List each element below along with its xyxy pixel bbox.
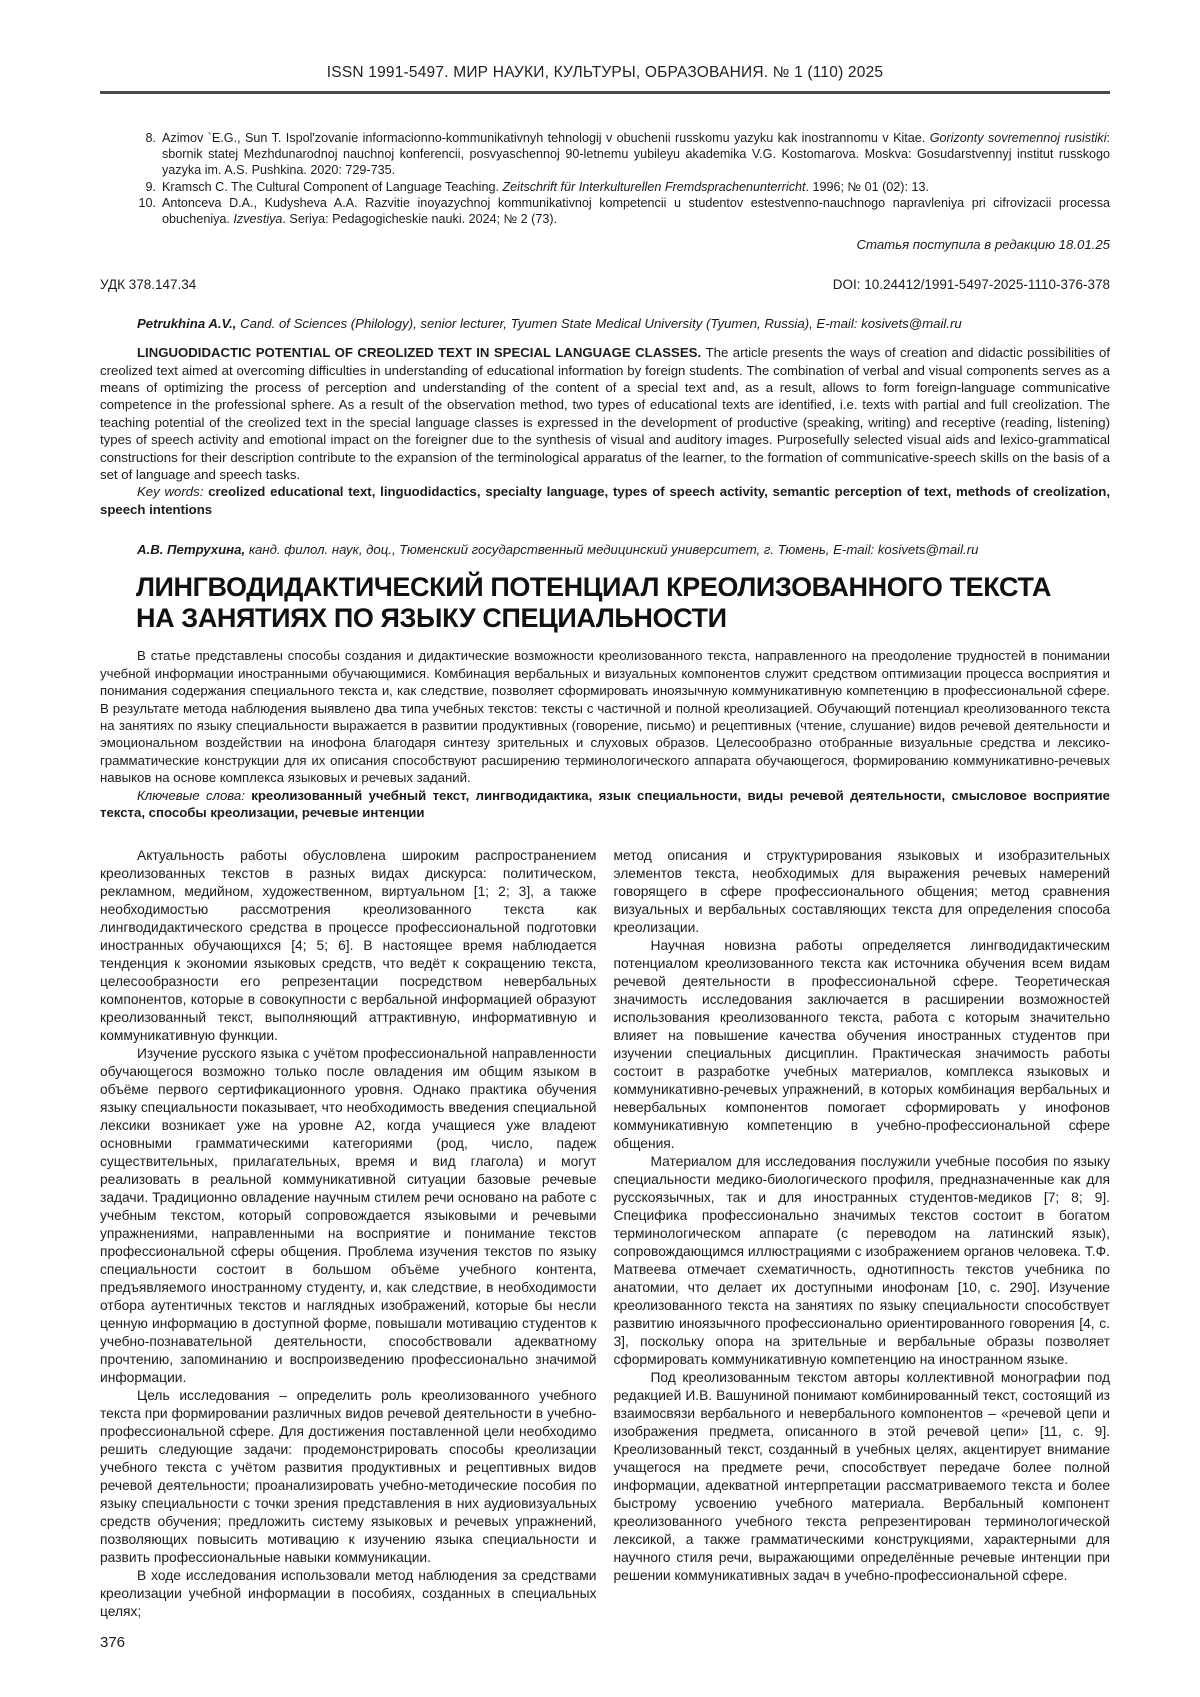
body-column-right (614, 847, 1111, 1621)
body-paragraph: Научная новизна работы определяется лингводидактическим потенциалом креолизованного текста как источника обучения всем видам речевой деятельности в профессиональной сфере. Теоретическая значимость исследования заключается в расширении возможностей использования креолизованного текста, работа с которым значительно влияет на повышение качества обучения иностранных студентов при изучении специальных дисциплин. Практическая значимость работы состоит в разработке учебных материалов, комплекса языковых и коммуникативно-речевых упражнений, в которых комбинация вербальных и невербальных компонентов помогает сформировать у инофонов коммуникативную компетенцию в учебно-профессиональной сфере общения. (613, 938, 1110, 1152)
body-paragraph: В ходе исследования использовали метод наблюдения за средствами креолизации учебной информации в пособиях, созданных в специальных целях; (100, 1568, 597, 1620)
body-paragraph: Цель исследования – определить роль креолизованного учебного текста при формировании различных видов речевой деятельности в учебно-профессиональной сфере. Для достижения поставленной цели необходимо решить следующие задачи: продемонстрировать способы креолизации учебного текста с учётом развития продуктивных и рецептивных видов речевой деятельности; проанализировать учебно-методические пособия по языку специальности с точки зрения представления в них аудиовизуальных средств обучения; предложить систему языковых и речевых упражнений, позволяющих повысить мотивацию к изучению языка специальности и развить профессиональные навыки коммуникации. (100, 1388, 597, 1566)
reference-main-text: Azimov `E.G., Sun T. Ispol'zovanie informacionno-kommunikativnyh tehnologij v obuchenii russkomu yazyku kak inostrannomu v Kitae. (162, 131, 930, 145)
author-affiliation-ru: канд. филол. наук, доц., Тюменский государственный медицинский университет, г. Тюмень, E-mail: kosivets@mail.ru (248, 542, 979, 558)
doi-code: DOI: 10.24412/1991-5497-2025-1110-376-378 (832, 277, 1110, 293)
abstract-en-block (100, 344, 1110, 518)
abstract-ru-block (100, 647, 1110, 821)
keywords-en-label: Key words: (137, 484, 209, 500)
header-divider (100, 91, 1110, 94)
article-title-ru (136, 572, 1110, 634)
reference-text (162, 179, 1110, 195)
author-name-ru: А.В. Петрухина, (137, 542, 249, 558)
author-affiliation-en: Cand. of Sciences (Philology), senior lecturer, Tyumen State Medical University (Tyumen, Russia), E-mail: kosivets@mail.ru (240, 316, 962, 332)
keywords-ru-paragraph (100, 787, 1110, 822)
reference-text (162, 195, 1110, 227)
body-column-left (100, 847, 597, 1621)
reference-text (162, 130, 1110, 179)
abstract-en-text: The article presents the ways of creation and didactic possibilities of creolized text aimed at overcoming difficulties in understanding of educational information by foreign students. The combination of verbal and visual components serves as a means of optimizing the process of perception and understanding of the content of a special text and, as a result, allows to form foreign-language communicative competence in the professional sphere. As a result of the observation method, two types of educational texts are identified, i.e. texts with partial and full creolization. The teaching potential of the creolized text in the special language classes is expressed in the development of productive (speaking, writing) and receptive (reading, listening) types of speech activity and emotional impact on the foreigner due to the synthesis of visual and auditory images. Purposefully selected visual aids and lexico-grammatical constructions for their description contribute to the expansion of the terminological apparatus of the learner, to the formation of communicative-speech skills on the basis of a set of language and speech tasks. (100, 345, 1110, 483)
reference-source-italic: Izvestiya (233, 212, 283, 227)
keywords-ru-text: креолизованный учебный текст, лингводидактика, язык специальности, виды речевой деятельности, смысловое восприятие текста, способы креолизации, речевые интенции (100, 787, 1110, 820)
body-paragraph: Актуальность работы обусловлена широким распространением креолизованных текстов в разных видах дискурса: политическом, рекламном, медийном, художественном, виртуальном [1; 2; 3], а также необходимостью рассмотрения креолизованного текста как лингводидактического средства в процессе профессиональной подготовки иностранных обучающихся [4; 5; 6]. В настоящее время наблюдается тенденция к экономии языковых средств, что ведёт к сокращению текста, целесообразности его репрезентации посредством невербальных компонентов, которые в совокупности с вербальной информацией образуют креолизованный текст, выполняющий аттрактивную, информативную и коммуникативную функции. (100, 848, 597, 1044)
received-date-note: Статья поступила в редакцию 18.01.25 (856, 237, 1110, 253)
udk-code: УДК 378.147.34 (100, 277, 197, 293)
body-paragraph: Изучение русского языка с учётом профессиональной направленности обучающегося возможно только после овладения им общим языком в объёме первого сертификационного уровня. Однако практика обучения языку специальности показывает, что необходимость введения специальной лексики возникает уже на уровне А2, когда учащиеся уже владеют основными грамматическими категориями (род, число, падеж существительных, прилагательных, время и вид глагола) и могут реализовать в реальной коммуникативной ситуации базовые речевые задачи. Традиционно овладение научным стилем речи основано на работе с учебным текстом, который сопровождается языковыми и речевыми упражнениями, направленными на восприятие и понимание текстов профессиональной сферы общения. Проблема изучения текстов по языку специальности состоит в большом объёме учебного контента, предъявляемого иностранному студенту, и, как следствие, в необходимости отбора аутентичных текстов и наглядных изображений, которые бы несли ценную информацию в доступной форме, повышали мотивацию студентов к учебно-познавательной деятельности, способствовали адекватному прочтению, запоминанию и воспроизведению профессионально значимой информации. (100, 1046, 597, 1386)
body-columns (100, 847, 1110, 1621)
reference-source-italic: Zeitschrift für Interkulturellen Fremdsprachenunterricht (502, 179, 806, 194)
reference-main-text: Antonceva D.A., Kudysheva A.A. Razvitie inoyazychnoj kommunikativnoj kompetencii u studentov estestvenno-nauchnogo napravleniya pri cifrovizacii processa obucheniya. (162, 195, 1110, 227)
reference-item (134, 130, 1110, 179)
references-list (134, 130, 1110, 227)
article-title-en: LINGUODIDACTIC POTENTIAL OF CREOLIZED TEXT IN SPECIAL LANGUAGE CLASSES. (137, 345, 706, 361)
keywords-en-paragraph (100, 483, 1110, 518)
abstract-ru-paragraph: В статье представлены способы создания и дидактические возможности креолизованного текста, направленного на преодоление трудностей в понимании учебной информации иностранными обучающимися. Комбинация вербальных и визуальных компонентов служит средством оптимизации процесса восприятия и понимания содержания специального текста и, как следствие, позволяет сформировать иноязычную коммуникативную компетенцию в профессиональной сфере. В результате метода наблюдения выявлено два типа учебных текстов: тексты с частичной и полной креолизацией. Обучающий потенциал креолизованного текста на занятиях по языку специальности выражается в развитии продуктивных (говорение, письмо) и рецептивных (чтение, слушание) видов речевой деятельности и эмоциональном воздействии на инофона благодаря синтезу зрительных и слуховых образов. Целесообразно отобранные визуальные средства и лексико-грамматические конструкции для их описания способствуют расширению терминологического аппарата обучающегося, формированию коммуникативно-речевых навыков на основе комплекса языковых и речевых заданий. (100, 648, 1110, 786)
keywords-en-text: creolized educational text, linguodidactics, specialty language, types of speech activity, semantic perception of text, methods of creolization, speech intentions (100, 484, 1110, 517)
article-title-ru-line2: НА ЗАНЯТИЯХ ПО ЯЗЫКУ СПЕЦИАЛЬНОСТИ (136, 603, 727, 634)
reference-number: 8. (145, 131, 156, 145)
reference-item (134, 179, 1110, 195)
body-paragraph: Под креолизованным текстом авторы коллективной монографии под редакцией И.В. Вашуниной понимают комбинированный текст, состоящий из взаимосвязи вербального и невербального компонентов – «речевой цепи и изображения предмета, описанного в этой речевой цепи» [11, с. 9]. Креолизованный текст, созданный в учебных целях, акцентирует внимание учащегося на предмете речи, способствует передаче более полной информации, адекватной интерпретации рассматриваемого текста и более быстрому усвоению учебного материала. Вербальный компонент креолизованного учебного текста репрезентирован терминологической лексикой, а также грамматическими конструкциями, характерными для научного стиля речи, выражающими определённые речевые интенции при решении коммуникативных задач в учебно-профессиональной сфере. (613, 1370, 1110, 1584)
body-paragraph: метод описания и структурирования языковых и изобразительных элементов текста, необходимых для выражения речевых намерений говорящего в сфере профессионального общения; метод сравнения визуальных и вербальных составляющих текста для определения способа креолизации. (613, 848, 1110, 936)
reference-tail-text: : sbornik statej Mezhdunarodnoj nauchnoj konferencii, posvyaschennoj 90-letnemu yubileyu akademika V.G. Kostomarova. Moskva: Gosudarstvennyj institut russkogo yazyka im. A.S. Pushkina. 2020: 729-735. (162, 131, 1110, 178)
author-name-en: Petrukhina A.V., (137, 316, 241, 332)
reference-item (134, 195, 1110, 227)
reference-number: 9. (145, 179, 156, 194)
author-line-ru (100, 542, 1110, 557)
article-meta-row (100, 277, 1110, 292)
journal-header-line: ISSN 1991-5497. МИР НАУКИ, КУЛЬТУРЫ, ОБРАЗОВАНИЯ. № 1 (110) 2025 (326, 64, 884, 81)
reference-number: 10. (138, 195, 156, 210)
body-paragraph: Материалом для исследования послужили учебные пособия по языку специальности медико-биологического профиля, предназначенные как для русскоязычных, так и для иностранных студентов-медиков [7; 8; 9]. Специфика профессионально значимых текстов состоит в богатом терминологическом аппарате (с переводом на латинский язык), сопровождающимся иллюстрациями с изображением органов человека. Т.Ф. Матвеева отмечает схематичность, однотипность текстов учебника по анатомии, что делает их доступными инофонам [10, с. 290]. Изучение креолизованного текста на занятиях по языку специальности способствует развитию иноязычного профессионально ориентированного говорения [4, с. 3], поскольку опора на зрительные и вербальные образы позволяет сформировать коммуникативную компетенцию на иностранном языке. (613, 1154, 1110, 1368)
article-title-ru-line1: ЛИНГВОДИДАКТИЧЕСКИЙ ПОТЕНЦИАЛ КРЕОЛИЗОВАННОГО ТЕКСТА (136, 572, 1051, 603)
keywords-ru-label: Ключевые слова: (137, 787, 252, 803)
reference-tail-text: . 1996; № 01 (02): 13. (805, 179, 929, 194)
reference-tail-text: . Seriya: Pedagogicheskie nauki. 2024; № 2 (73). (282, 212, 558, 227)
abstract-en-paragraph (100, 344, 1110, 483)
reference-source-italic: Gorizonty sovremennoj rusistiki (929, 131, 1107, 145)
reference-main-text: Kramsch C. The Cultural Component of Language Teaching. (162, 179, 503, 194)
page-number: 376 (100, 1634, 126, 1652)
author-line-en (100, 316, 1110, 331)
